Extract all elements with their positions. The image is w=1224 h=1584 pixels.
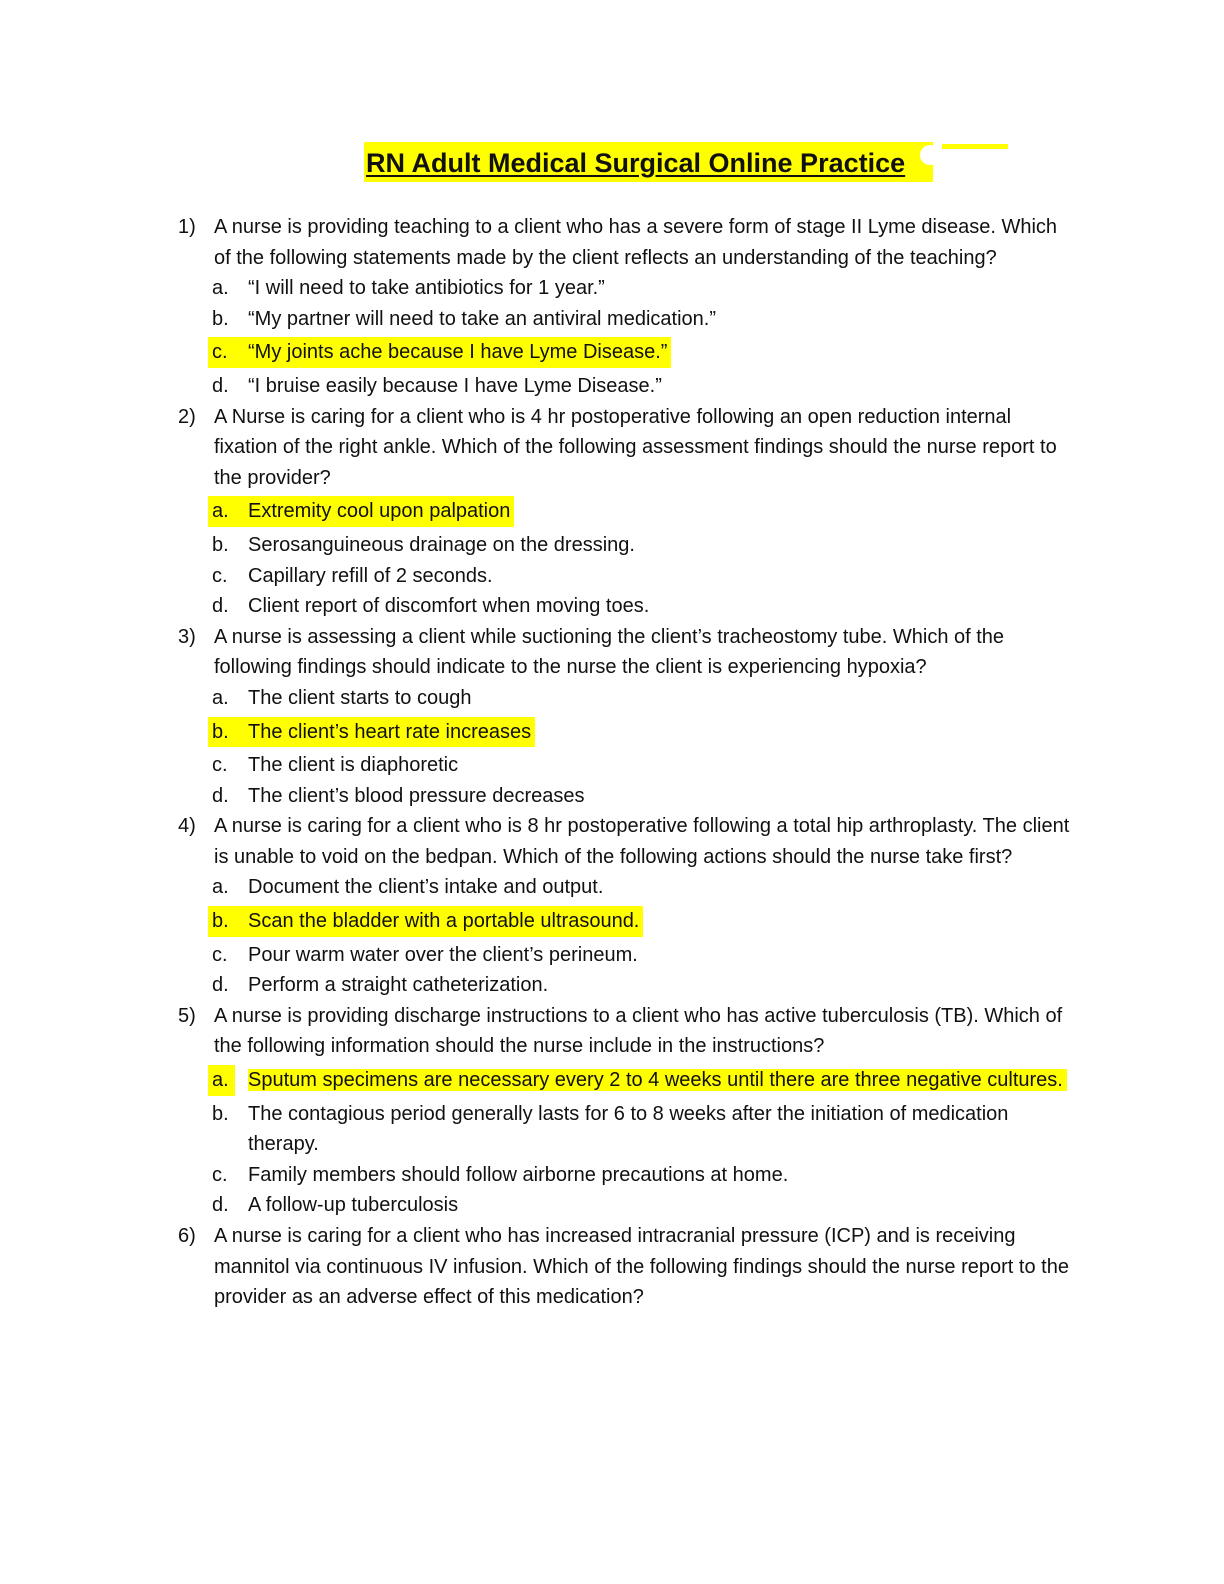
question-text: A nurse is caring for a client who is 8 hr postoperative following a total hip arthroplasty. The client is unable to void on the bedpan. Which of the following actions should the nurse take first? <box>214 815 1070 868</box>
option-text: Family members should follow airborne precautions at home. <box>248 1163 789 1186</box>
answer-option <box>178 683 1078 714</box>
answer-options <box>178 273 1078 401</box>
question-text: A nurse is providing teaching to a client who has a severe form of stage II Lyme disease. Which of the following statements made by the client reflects an understanding of the teaching? <box>214 216 1058 269</box>
option-text: “My joints ache because I have Lyme Disease.” <box>208 337 671 368</box>
option-letter: c. <box>212 943 228 966</box>
question-number: 3) <box>178 625 196 648</box>
option-text: A follow-up tuberculosis <box>248 1194 459 1217</box>
title-area <box>364 142 1044 184</box>
option-text: Pour warm water over the client’s perineum. <box>248 943 638 966</box>
answer-option-highlighted <box>178 337 1078 368</box>
option-text: The client is diaphoretic <box>248 754 459 777</box>
answer-option <box>178 940 1078 971</box>
answer-option <box>178 304 1078 335</box>
option-text: The client’s blood pressure decreases <box>248 784 585 807</box>
option-letter: b. <box>212 720 229 743</box>
option-letter: c. <box>212 754 228 777</box>
question-number: 1) <box>178 216 196 238</box>
question-number: 4) <box>178 815 196 838</box>
option-text: Client report of discomfort when moving toes. <box>248 595 650 618</box>
answer-option-highlighted <box>178 1065 1078 1096</box>
option-letter: d. <box>212 974 229 997</box>
question-number: 5) <box>178 1004 196 1027</box>
option-text: The contagious period generally lasts for 6 to 8 weeks after the initiation of medication therapy. <box>248 1102 1009 1156</box>
option-letter: c. <box>212 341 228 364</box>
answer-option <box>178 591 1078 622</box>
highlight-streak <box>942 144 1008 149</box>
option-letter: a. <box>212 500 229 523</box>
option-text: “My partner will need to take an antiviral medication.” <box>248 307 716 330</box>
answer-option-highlighted <box>178 717 1078 748</box>
option-letter: d. <box>212 374 229 397</box>
question-number: 6) <box>178 1225 196 1247</box>
option-letter: d. <box>212 595 229 618</box>
option-letter: b. <box>212 307 229 330</box>
option-letter: b. <box>212 533 229 556</box>
answer-options <box>178 872 1078 1000</box>
option-text: Document the client’s intake and output. <box>248 876 604 899</box>
answer-option <box>178 750 1078 781</box>
answer-options <box>178 683 1078 811</box>
answer-option <box>178 781 1078 812</box>
question-text: A nurse is assessing a client while suctioning the client’s tracheostomy tube. Which of the following findings should indicate to the nurse the client is experiencing hypoxia? <box>214 625 1005 679</box>
option-text: “I will need to take antibiotics for 1 year.” <box>248 277 605 300</box>
option-text: Perform a straight catheterization. <box>248 974 549 997</box>
question-6 <box>178 1221 1078 1313</box>
option-letter: a. <box>208 1065 235 1096</box>
option-letter: c. <box>212 1163 228 1186</box>
option-letter: d. <box>212 784 229 807</box>
question-list <box>178 212 1078 1313</box>
answer-option-highlighted <box>178 906 1078 937</box>
option-letter: b. <box>212 1102 229 1125</box>
option-text: The client starts to cough <box>248 686 472 709</box>
question-4 <box>178 811 1078 872</box>
answer-option-highlighted <box>178 496 1078 527</box>
option-letter: c. <box>212 564 228 587</box>
answer-option <box>178 273 1078 304</box>
option-letter: d. <box>212 1194 229 1217</box>
question-1 <box>178 212 1078 273</box>
option-text: Capillary refill of 2 seconds. <box>248 564 493 587</box>
question-3 <box>178 622 1078 683</box>
question-text: A Nurse is caring for a client who is 4 hr postoperative following an open reduction internal fixation of the right ankle. Which of the following assessment findings should the nurse report to the provider? <box>214 405 1057 489</box>
option-text: Serosanguineous drainage on the dressing. <box>248 533 635 556</box>
answer-options <box>178 496 1078 621</box>
question-5 <box>178 1001 1078 1062</box>
highlight-notch <box>920 145 940 165</box>
question-number: 2) <box>178 405 196 428</box>
option-text: “I bruise easily because I have Lyme Disease.” <box>248 374 662 397</box>
answer-options <box>178 1065 1078 1221</box>
option-text: Sputum specimens are necessary every 2 to 4 weeks until there are three negative cultures. <box>248 1069 1067 1091</box>
option-text: The client’s heart rate increases <box>208 717 535 748</box>
option-text: Extremity cool upon palpation <box>208 496 514 527</box>
answer-option <box>178 1099 1078 1160</box>
option-letter: a. <box>212 277 229 300</box>
answer-option <box>178 530 1078 561</box>
question-2 <box>178 402 1078 494</box>
option-letter: b. <box>212 910 229 933</box>
option-letter: a. <box>212 876 229 899</box>
answer-option <box>178 371 1078 402</box>
option-text: Scan the bladder with a portable ultrasound. <box>208 906 643 937</box>
answer-option <box>178 561 1078 592</box>
answer-option <box>178 872 1078 903</box>
answer-option <box>178 1190 1078 1221</box>
option-letter: a. <box>212 686 229 709</box>
answer-option <box>178 970 1078 1001</box>
question-text: A nurse is providing discharge instructions to a client who has active tuberculosis (TB). Which of the following information should the nurse include in the instructions? <box>214 1004 1063 1058</box>
question-text: A nurse is caring for a client who has increased intracranial pressure (ICP) and is receiving mannitol via continuous IV infusion. Which of the following findings should the nurse report to the provider as an adverse effect of this medication? <box>214 1225 1069 1309</box>
answer-option <box>178 1160 1078 1191</box>
page-title: RN Adult Medical Surgical Online Practice <box>364 142 933 182</box>
